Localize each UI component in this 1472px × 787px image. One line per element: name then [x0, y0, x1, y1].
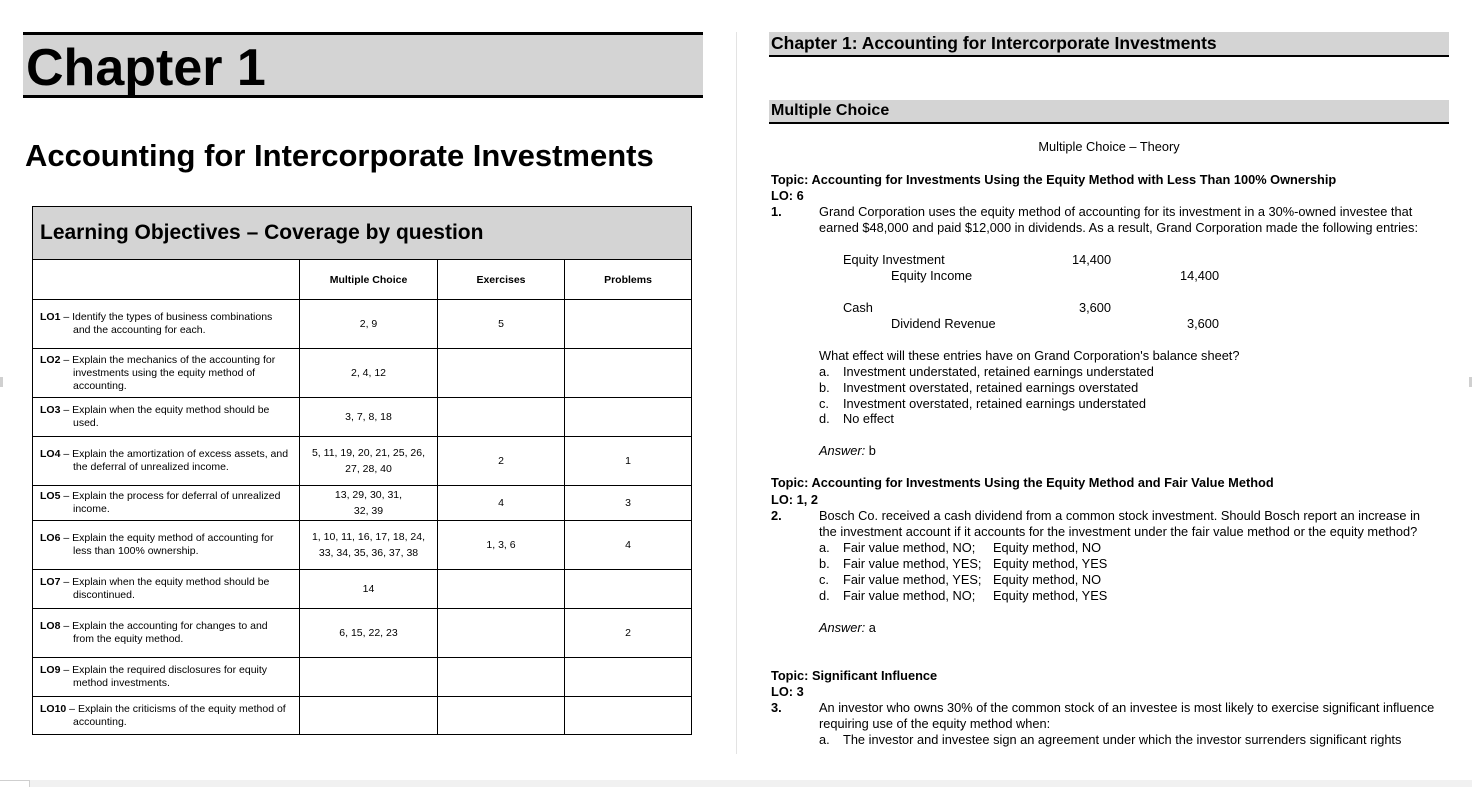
- journal-credit-account: Dividend Revenue: [891, 316, 996, 331]
- option-letter: d.: [819, 411, 830, 426]
- table-row: [33, 486, 692, 521]
- question-stem-line: An investor who owns 30% of the common stock of an investee is most likely to exercise significant influence: [819, 700, 1435, 715]
- question-number: 1.: [771, 204, 782, 219]
- question-lo: LO: 3: [771, 684, 804, 699]
- lo-id: LO2: [40, 353, 61, 366]
- learning-objectives-table: [32, 206, 692, 735]
- option-text: Equity method, YES: [993, 588, 1108, 603]
- option-letter: b.: [819, 556, 830, 571]
- cell-exercises: 5: [438, 300, 565, 349]
- journal-credit-account: Equity Income: [891, 268, 973, 283]
- option-letter: d.: [819, 588, 830, 603]
- section-heading: [769, 100, 1449, 124]
- question-topic: Topic: Accounting for Investments Using the Equity Method and Fair Value Method: [771, 475, 1274, 490]
- cell-exercises: [438, 398, 565, 437]
- table-row: [33, 521, 692, 570]
- cell-problems: 1: [565, 437, 692, 486]
- answer-value: b: [868, 443, 876, 458]
- lo-id: LO8: [40, 620, 61, 632]
- answer-line: [819, 443, 876, 459]
- page-header-title: Chapter 1: Accounting for Intercorporate Investments: [771, 33, 1217, 53]
- lo-description: – Explain when the equity method should be used.: [60, 404, 270, 429]
- lo-description: – Explain the required disclosures for equity method investments.: [60, 664, 268, 689]
- cell-exercises: [438, 570, 565, 609]
- table-heading: Learning Objectives – Coverage by question: [33, 207, 692, 260]
- lo-description: – Explain the mechanics of the accounting for investments using the equity method of accounting.: [60, 353, 276, 392]
- cell-exercises: 4: [438, 486, 565, 521]
- table-row: [33, 570, 692, 609]
- question-topic: Topic: Accounting for Investments Using the Equity Method with Less Than 100% Ownership: [771, 172, 1337, 187]
- lo-id: LO10: [40, 702, 67, 715]
- option-text: Investment overstated, retained earnings understated: [843, 396, 1147, 411]
- lo-description: – Explain the process for deferral of unrealized income.: [60, 490, 281, 515]
- lo-description: – Explain the amortization of excess assets, and the deferral of unrealized income.: [60, 448, 289, 473]
- lo-id: LO7: [40, 576, 61, 588]
- cell-multiple-choice: [300, 658, 438, 697]
- cell-problems: 4: [565, 521, 692, 570]
- option-text: No effect: [843, 411, 894, 426]
- table-row: [33, 349, 692, 398]
- lo-id: LO6: [40, 532, 61, 544]
- column-header-multiple-choice: Multiple Choice: [300, 260, 438, 300]
- question-stem-line: Grand Corporation uses the equity method of accounting for its investment in a 30%-owned investee that: [819, 204, 1413, 219]
- lo-id: LO1: [40, 311, 61, 323]
- cell-multiple-choice: 6, 15, 22, 23: [300, 609, 438, 658]
- page-header: [769, 32, 1449, 57]
- option-letter: c.: [819, 396, 829, 411]
- left-edge-marker: [0, 377, 3, 387]
- cell-exercises: 2: [438, 437, 565, 486]
- journal-debit-account: Cash: [843, 300, 873, 315]
- table-row: [33, 398, 692, 437]
- question-number: 3.: [771, 700, 782, 715]
- cell-problems: [565, 398, 692, 437]
- table-row: [33, 697, 692, 735]
- answer-value: a: [868, 620, 876, 635]
- option-text: The investor and investee sign an agreement under which the investor surrenders significant rights: [843, 732, 1402, 747]
- option-letter: a.: [819, 732, 830, 747]
- option-text: Fair value method, YES;: [843, 556, 982, 571]
- chapter-label: Chapter 1: [26, 39, 266, 97]
- table-row: [33, 437, 692, 486]
- question-prompt: What effect will these entries have on Grand Corporation's balance sheet?: [819, 348, 1240, 363]
- lo-id: LO4: [40, 448, 61, 460]
- column-header-exercises: Exercises: [438, 260, 565, 300]
- question-stem-line: Bosch Co. received a cash dividend from a common stock investment. Should Bosch report an increase in: [819, 508, 1421, 523]
- cell-exercises: [438, 658, 565, 697]
- table-row: [33, 658, 692, 697]
- section-heading-title: Multiple Choice: [771, 102, 890, 119]
- option-letter: c.: [819, 572, 829, 587]
- cell-multiple-choice: 1, 10, 11, 16, 17, 18, 24, 33, 34, 35, 36, 37, 38: [300, 521, 438, 570]
- journal-credit-amount: 14,400: [1180, 268, 1220, 283]
- lo-description: – Explain the criticisms of the equity method of accounting.: [66, 702, 286, 728]
- cell-problems: [565, 349, 692, 398]
- chapter-title: Accounting for Intercorporate Investments: [25, 138, 654, 173]
- cell-exercises: [438, 609, 565, 658]
- cell-exercises: [438, 697, 565, 735]
- cell-problems: [565, 570, 692, 609]
- journal-debit-amount: 14,400: [1072, 252, 1112, 267]
- cell-multiple-choice: 3, 7, 8, 18: [300, 398, 438, 437]
- option-letter: a.: [819, 364, 830, 379]
- option-text: Fair value method, YES;: [843, 572, 982, 587]
- answer-label: Answer:: [819, 620, 866, 635]
- option-text: Fair value method, NO;: [843, 588, 976, 603]
- bottom-tab[interactable]: [0, 780, 30, 787]
- column-header-problems: Problems: [565, 260, 692, 300]
- journal-debit-amount: 3,600: [1079, 300, 1112, 315]
- journal-debit-account: Equity Investment: [843, 252, 945, 267]
- option-text: Equity method, NO: [993, 572, 1102, 587]
- answer-line: [819, 620, 876, 636]
- lo-description: – Identify the types of business combinations and the accounting for each.: [60, 311, 273, 336]
- journal-credit-amount: 3,600: [1187, 316, 1220, 331]
- option-text: Equity method, NO: [993, 540, 1102, 555]
- lo-description: – Explain the accounting for changes to and from the equity method.: [60, 620, 268, 645]
- question-lo: LO: 6: [771, 188, 804, 203]
- cell-multiple-choice: 14: [300, 570, 438, 609]
- question-stem-line: the investment account if it accounts for the investment under the fair value method or the equity method?: [819, 524, 1418, 539]
- column-header-blank: [33, 260, 300, 300]
- cell-problems: [565, 697, 692, 735]
- lo-id: LO3: [40, 404, 61, 416]
- page-divider: [736, 32, 737, 754]
- cell-multiple-choice: 2, 9: [300, 300, 438, 349]
- question-lo: LO: 1, 2: [771, 492, 818, 507]
- cell-problems: 2: [565, 609, 692, 658]
- question-stem-line: requiring use of the equity method when:: [819, 716, 1051, 731]
- question-stem-line: earned $48,000 and paid $12,000 in dividends. As a result, Grand Corporation made the following entries:: [819, 220, 1419, 235]
- question-topic: Topic: Significant Influence: [771, 668, 938, 683]
- table-row: [33, 609, 692, 658]
- lo-description: – Explain the equity method of accounting for less than 100% ownership.: [60, 532, 274, 557]
- cell-multiple-choice: 2, 4, 12: [300, 349, 438, 398]
- option-text: Fair value method, NO;: [843, 540, 976, 555]
- cell-exercises: [438, 349, 565, 398]
- cell-exercises: 1, 3, 6: [438, 521, 565, 570]
- option-text: Equity method, YES: [993, 556, 1108, 571]
- answer-label: Answer:: [819, 443, 866, 458]
- option-letter: b.: [819, 380, 830, 395]
- table-row: [33, 300, 692, 349]
- cell-multiple-choice: 13, 29, 30, 31, 32, 39: [300, 486, 438, 521]
- option-letter: a.: [819, 540, 830, 555]
- bottom-scroll-strip[interactable]: [0, 780, 1472, 787]
- chapter-banner: [23, 32, 703, 98]
- lo-id: LO5: [40, 490, 61, 502]
- lo-id: LO9: [40, 664, 61, 676]
- question-number: 2.: [771, 508, 782, 523]
- cell-multiple-choice: 5, 11, 19, 20, 21, 25, 26, 27, 28, 40: [300, 437, 438, 486]
- subsection-title: Multiple Choice – Theory: [1038, 139, 1180, 154]
- cell-multiple-choice: [300, 697, 438, 735]
- option-text: Investment understated, retained earnings understated: [843, 364, 1154, 379]
- option-text: Investment overstated, retained earnings overstated: [843, 380, 1139, 395]
- cell-problems: [565, 300, 692, 349]
- cell-problems: 3: [565, 486, 692, 521]
- lo-description: – Explain when the equity method should be discontinued.: [60, 576, 270, 601]
- cell-problems: [565, 658, 692, 697]
